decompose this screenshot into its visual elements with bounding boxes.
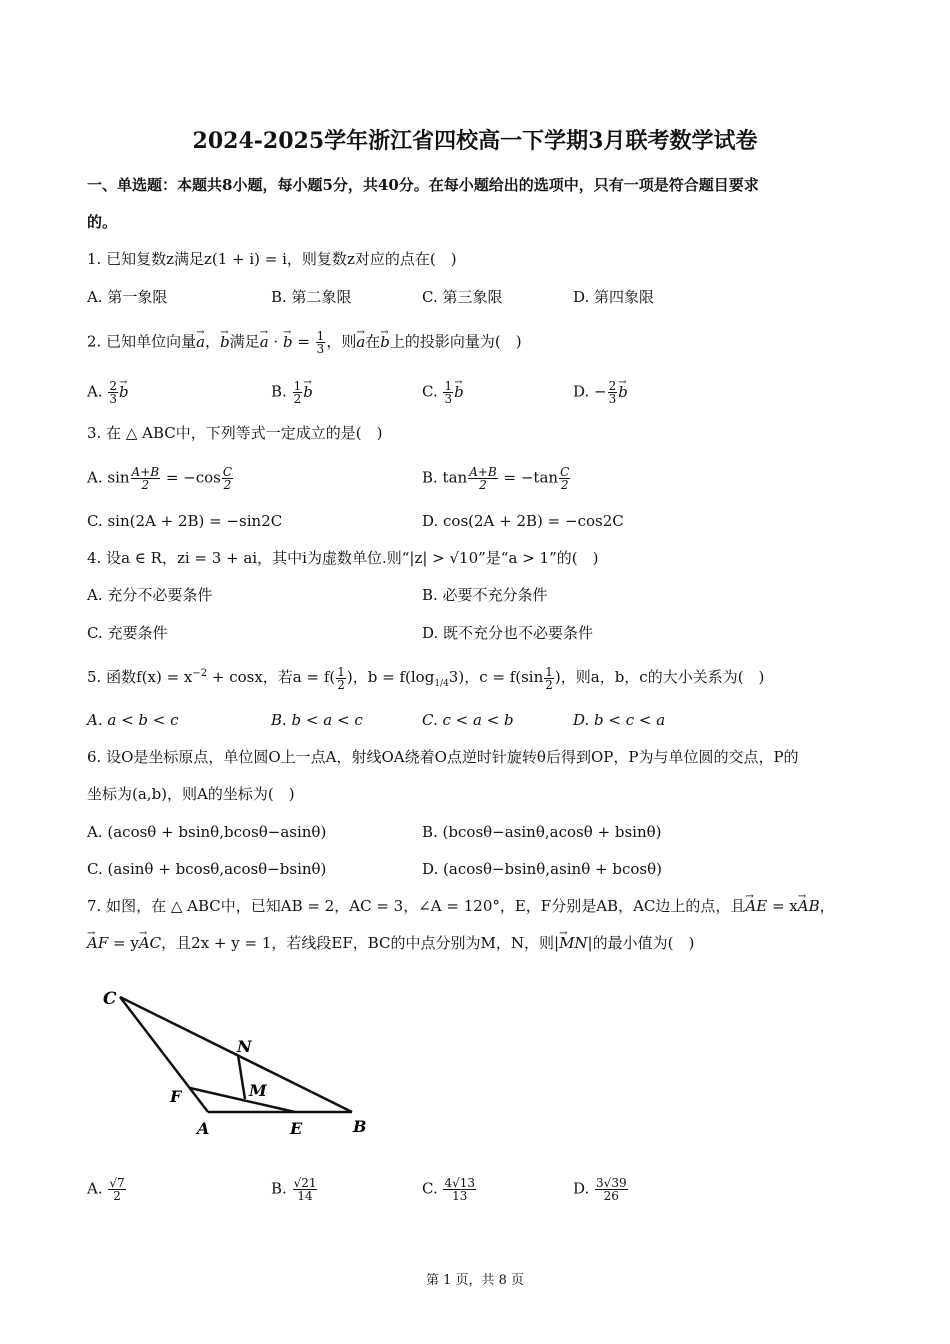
q7-c-frac (443, 1177, 476, 1202)
q7-d-frac (595, 1177, 628, 1202)
q7-a-label: A. (87, 1179, 108, 1198)
q5-text-b: + cosx，若a = f( (207, 668, 336, 686)
q3-a-mid: = −cos (161, 468, 221, 487)
q7-c-label: C. (422, 1179, 443, 1198)
q2-text-a: 2. 已知单位向量 (87, 332, 197, 351)
q2-b-den: 2 (293, 392, 302, 406)
q2-d-sign: − (594, 382, 607, 401)
q7-b-label: B. (271, 1179, 292, 1198)
label-m: M (249, 1081, 267, 1100)
q2-fraction (316, 330, 326, 355)
q2-vec-a: → a (196, 332, 205, 352)
q2-b-vec: → b (303, 382, 313, 402)
q2-b-label: B. (271, 382, 292, 401)
label-e: E (290, 1119, 303, 1138)
q2-a-frac (108, 380, 118, 405)
q2-text-g: 在 (365, 332, 381, 351)
q2-vec-b3: → b (380, 332, 390, 352)
q2-a-den: 3 (109, 392, 118, 406)
label-b: B (353, 1117, 367, 1136)
q1-option-a: A. 第一象限 (87, 288, 168, 306)
q2-text-c: 满足 (229, 332, 260, 351)
q2-text-e: = (292, 332, 315, 351)
q7-eq2: = y (108, 934, 139, 952)
q2-b-frac (293, 380, 303, 405)
q3-a-frac1 (131, 466, 161, 491)
label-c: C (103, 989, 117, 1009)
q4-option-b: B. 必要不充分条件 (422, 586, 548, 604)
figure-lines (120, 997, 352, 1112)
q5-text-c: )，b = f(log (346, 668, 435, 686)
q5-frac1 (336, 666, 346, 691)
question-2-stem (87, 330, 522, 355)
q6-option-c: C. (asinθ + bcosθ,acosθ−bsinθ) (87, 860, 327, 878)
q6-option-a: A. (acosθ + bsinθ,bcosθ−asinθ) (87, 823, 327, 841)
q5-frac2 (544, 666, 554, 691)
q5-text-d: 3)，c = f(sin (448, 668, 544, 686)
segment-cb (120, 997, 352, 1112)
q2-d-label: D. (573, 382, 595, 401)
label-a: A (197, 1119, 210, 1138)
q2-b-num: 1 (293, 379, 302, 393)
q3-a-num2: C (222, 465, 233, 479)
q2-c-vec: → b (454, 382, 464, 402)
q3-b-den1: 2 (479, 478, 487, 492)
q5-log-base: 1/4 (434, 679, 449, 689)
label-n: N (237, 1037, 252, 1056)
q2-d-frac (608, 380, 618, 405)
q7-text-d: |的最小值为( ) (587, 934, 695, 952)
q7-c-num: 4√13 (444, 1176, 476, 1190)
q2-text-d: · (268, 332, 283, 351)
q5-frac2-den: 2 (545, 677, 553, 692)
q7-d-den: 26 (603, 1189, 619, 1203)
q2-vec-b2: → b (283, 332, 293, 352)
q7-eq1: = x (767, 897, 798, 915)
q5-option-d: D. b < c < a (573, 711, 666, 729)
q3-a-frac2 (222, 466, 233, 491)
q2-c-label: C. (422, 382, 443, 401)
q3-a-den2: 2 (223, 478, 232, 492)
question-1-stem: 1. 已知复数z满足z(1 + i) = i，则复数z对应的点在( ) (87, 250, 457, 268)
q5-option-a: A. a < b < c (87, 711, 179, 729)
q2-c-den: 3 (444, 392, 453, 406)
question-5-stem (87, 664, 764, 694)
q7-vec-ab: → AB (798, 896, 820, 916)
q2-a-num: 2 (109, 379, 118, 393)
page-footer: 第 1 页，共 8 页 (425, 1273, 525, 1288)
section-header-cont: 的。 (87, 213, 118, 231)
q2-text-h: 上的投影向量为( ) (389, 332, 522, 351)
q2-option-c (422, 380, 464, 405)
q6-option-d: D. (acosθ−bsinθ,asinθ + bcosθ) (422, 860, 662, 878)
q7-c-den: 13 (452, 1189, 468, 1203)
q4-option-d: D. 既不充分也不必要条件 (422, 624, 594, 642)
q3-b-den2: 2 (560, 478, 569, 492)
q2-a-vec: → b (119, 382, 129, 402)
q3-b-mid: = −tan (498, 468, 559, 487)
q7-b-den: 14 (297, 1189, 313, 1203)
q7-d-label: D. (573, 1179, 595, 1198)
section-header: 一、单选题：本题共8小题，每小题5分，共40分。在每小题给出的选项中，只有一项是符合题目要求 (87, 176, 759, 194)
q7-a-den: 2 (113, 1189, 121, 1203)
q2-text-f: ，则 (326, 332, 357, 351)
q3-a-num1: A+B (131, 465, 160, 479)
q5-frac1-num: 1 (337, 664, 345, 679)
q7-vec-af: → AF (87, 933, 108, 953)
q7-a-frac (108, 1177, 125, 1202)
q7-text-a: 7. 如图，在 △ ABC中，已知AB = 2，AC = 3，∠A = 120°，E，F分别是AB，AC边上的点，且 (87, 897, 746, 915)
q2-d-vec: → b (618, 382, 628, 402)
q5-frac2-num: 1 (545, 664, 553, 679)
question-7-stem-cont (87, 933, 694, 953)
q5-exponent: −2 (192, 668, 208, 679)
q2-text-b: ， (205, 332, 221, 351)
question-7-stem (87, 896, 835, 916)
q7-option-b (271, 1177, 318, 1202)
page-title: 2024-2025学年浙江省四校高一下学期3月联考数学试卷 (192, 128, 758, 154)
question-6-stem-cont: 坐标为(a,b)，则A的坐标为( ) (87, 785, 295, 803)
q5-text-a: 5. 函数f(x) = x (87, 668, 193, 686)
q3-a-den1: 2 (141, 478, 150, 492)
q5-option-b: B. b < a < c (271, 711, 363, 729)
label-f: F (170, 1087, 182, 1106)
q2-vec-a3: → a (356, 332, 365, 352)
question-3-stem: 3. 在 △ ABC中，下列等式一定成立的是( ) (87, 424, 383, 442)
q2-a-label: A. (87, 382, 108, 401)
q3-option-c: C. sin(2A + 2B) = −sin2C (87, 512, 283, 530)
question-6-stem: 6. 设O是坐标原点，单位圆O上一点A，射线OA绕着O点逆时针旋转θ后得到OP，P为与单位圆的交点，P的 (87, 748, 799, 766)
q7-a-num: √7 (109, 1176, 125, 1190)
q1-option-d: D. 第四象限 (573, 288, 655, 306)
q7-text-c: ，且2x + y = 1，若线段EF，BC的中点分别为M，N，则| (161, 934, 560, 952)
triangle-figure (95, 982, 385, 1142)
segment-nm (238, 1055, 245, 1099)
q2-c-num: 1 (444, 379, 453, 393)
q3-b-frac1 (468, 466, 498, 491)
q3-option-a (87, 466, 234, 491)
q7-vec-ac: → AC (139, 933, 161, 953)
q1-option-c: C. 第三象限 (422, 288, 503, 306)
q3-b-frac2 (559, 466, 570, 491)
q2-vec-b: → b (220, 332, 230, 352)
segment-ca (120, 997, 208, 1112)
q2-c-frac (443, 380, 453, 405)
q4-option-c: C. 充要条件 (87, 624, 168, 642)
q4-option-a: A. 充分不必要条件 (87, 586, 213, 604)
q2-vec-a2: → a (260, 332, 269, 352)
q2-option-d (573, 380, 628, 405)
q7-b-num: √21 (293, 1176, 317, 1190)
q2-frac-num: 1 (316, 329, 325, 343)
q7-option-c (422, 1177, 477, 1202)
q2-option-a (87, 380, 129, 405)
q5-option-c: C. c < a < b (422, 711, 514, 729)
q3-b-num1: A+B (469, 465, 497, 479)
q7-vec-ae: → AE (745, 896, 767, 916)
q3-option-b (422, 466, 571, 491)
q2-frac-den: 3 (316, 342, 325, 356)
q7-b-frac (293, 1177, 318, 1202)
q6-option-b: B. (bcosθ−asinθ,acosθ + bsinθ) (422, 823, 662, 841)
q7-d-num: 3√39 (596, 1176, 627, 1190)
q7-text-b: ， (819, 897, 835, 915)
q1-option-b: B. 第二象限 (271, 288, 352, 306)
q5-frac1-den: 2 (337, 677, 345, 692)
q3-b-num2: C (560, 465, 570, 479)
q3-a-label: A. sin (87, 468, 130, 487)
q3-b-label: B. tan (422, 468, 468, 487)
q2-d-num: 2 (608, 379, 617, 393)
q3-option-d: D. cos(2A + 2B) = −cos2C (422, 512, 624, 530)
q7-option-a (87, 1177, 127, 1202)
q7-vec-mn: → MN (559, 933, 587, 953)
q7-option-d (573, 1177, 629, 1202)
q5-text-e: )，则a，b，c的大小关系为( ) (554, 668, 765, 686)
question-4-stem: 4. 设a ∈ R，zi = 3 + ai，其中i为虚数单位.则“|z| > √10”是“a > 1”的( ) (87, 549, 599, 567)
q2-d-den: 3 (608, 392, 617, 406)
q2-option-b (271, 380, 313, 405)
